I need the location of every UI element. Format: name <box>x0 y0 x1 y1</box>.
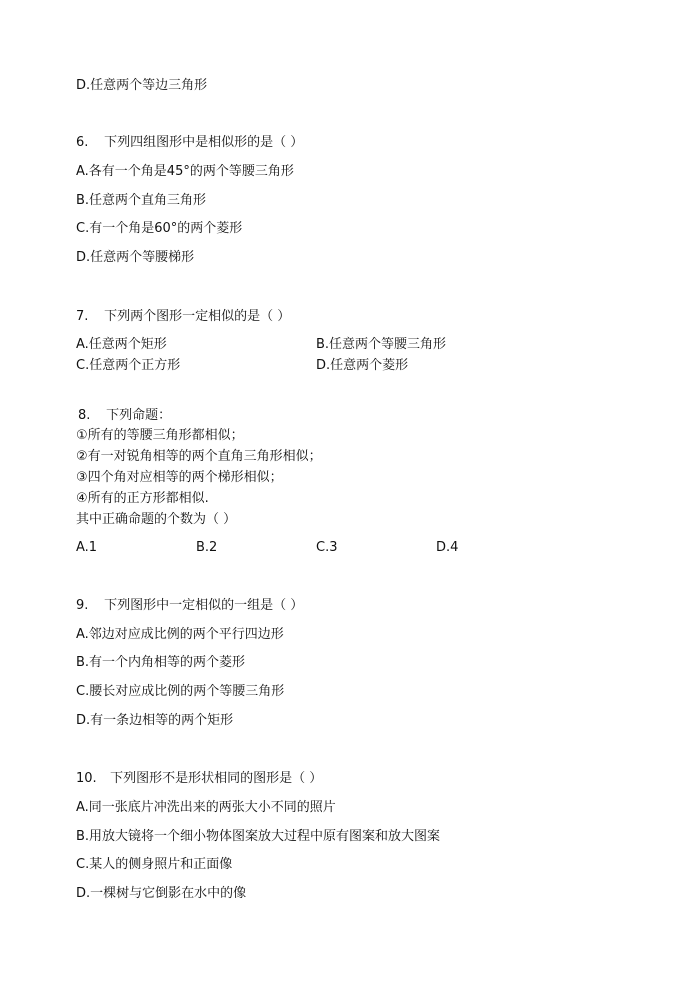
q7-option-d: D.任意两个菱形 <box>316 358 409 373</box>
q6-option-d: D.任意两个等腰梯形 <box>76 250 195 265</box>
q6-number: 6. <box>76 135 89 150</box>
q8-statement-2: ②有一对锐角相等的两个直角三角形相似； <box>76 449 322 464</box>
q6-option-a: A.各有一个角是45°的两个等腰三角形 <box>76 164 294 179</box>
q6-option-c: C.有一个角是60°的两个菱形 <box>76 221 243 236</box>
q7-stem-line <box>76 308 290 326</box>
q8-option-b: B.2 <box>196 540 218 555</box>
q7-option-a: A.任意两个矩形 <box>76 337 167 352</box>
q10-option-b: B.用放大镜将一个细小物体图案放大过程中原有图案和放大图案 <box>76 829 441 844</box>
q6-stem: 下列四组图形中是相似形的是（ ） <box>104 135 304 150</box>
q6-stem-line <box>76 134 303 152</box>
q8-option-a: A.1 <box>76 540 98 555</box>
q9-option-b: B.有一个内角相等的两个菱形 <box>76 655 246 670</box>
q5-option-d: D.任意两个等边三角形 <box>76 78 208 93</box>
q10-stem-line <box>76 770 322 788</box>
q9-stem-line <box>76 597 303 615</box>
q10-option-a: A.同一张底片冲洗出来的两张大小不同的照片 <box>76 800 336 815</box>
q10-option-d: D.一棵树与它倒影在水中的像 <box>76 886 247 901</box>
q10-number: 10. <box>76 771 97 786</box>
q10-option-c: C.某人的侧身照片和正面像 <box>76 857 233 872</box>
q8-option-d: D.4 <box>436 540 459 555</box>
q8-stem-line <box>78 407 171 425</box>
q10-stem: 下列图形不是形状相同的图形是（ ） <box>110 771 323 786</box>
q8-stem: 下列命题： <box>106 408 172 423</box>
q7-number: 7. <box>76 309 89 324</box>
q8-question: 其中正确命题的个数为（ ） <box>76 512 237 527</box>
q8-statement-4: ④所有的正方形都相似. <box>76 491 209 506</box>
q8-option-c: C.3 <box>316 540 338 555</box>
q7-option-c: C.任意两个正方形 <box>76 358 181 373</box>
q7-option-b: B.任意两个等腰三角形 <box>316 337 447 352</box>
q8-statement-1: ①所有的等腰三角形都相似； <box>76 428 244 443</box>
q9-option-c: C.腰长对应成比例的两个等腰三角形 <box>76 684 285 699</box>
q9-option-d: D.有一条边相等的两个矩形 <box>76 713 234 728</box>
q9-number: 9. <box>76 598 89 613</box>
q9-stem: 下列图形中一定相似的一组是（ ） <box>104 598 304 613</box>
q9-option-a: A.邻边对应成比例的两个平行四边形 <box>76 627 284 642</box>
q8-statement-3: ③四个角对应相等的两个梯形相似； <box>76 470 283 485</box>
q8-number: 8. <box>78 408 91 423</box>
q6-option-b: B.任意两个直角三角形 <box>76 193 207 208</box>
q7-stem: 下列两个图形一定相似的是（ ） <box>104 309 291 324</box>
